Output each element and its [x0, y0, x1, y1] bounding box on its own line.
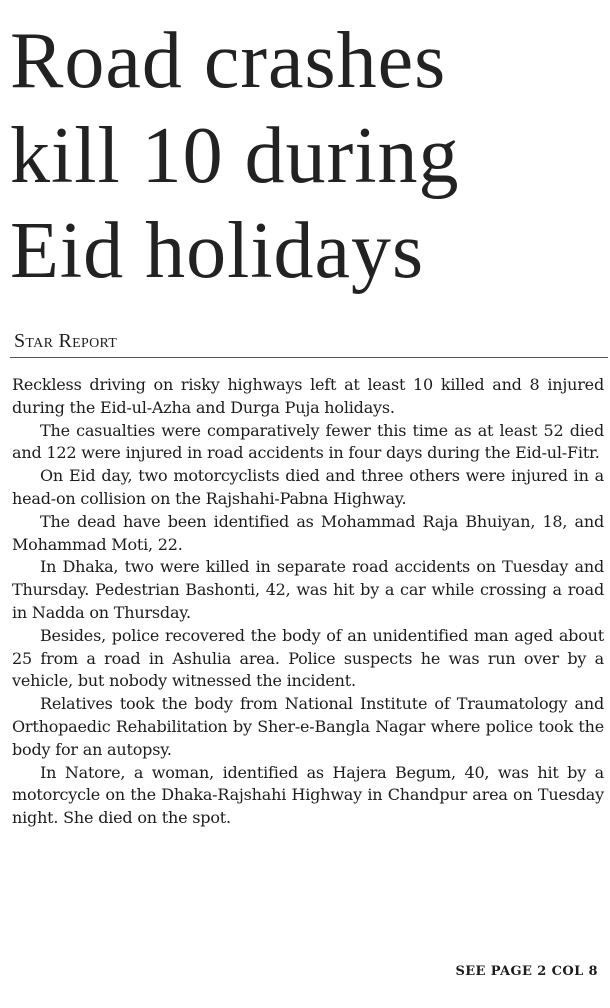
headline-line-3: Eid holidays [10, 207, 425, 295]
paragraph-2: The casualties were comparatively fewer this time as at least 52 died and 122 were injured in road accidents in four days during the Eid-ul-Fitr. [12, 420, 604, 463]
paragraph-8: In Natore, a woman, identified as Hajera Begum, 40, was hit by a motorcycle on the Dhaka-Rajshahi Highway in Chandpur area on Tuesday night. She died on the spot. [12, 762, 604, 828]
headline-line-1: Road crashes [10, 17, 447, 105]
paragraph-3: On Eid day, two motorcyclists died and three others were injured in a head-on collision on the Rajshahi-Pabna Highway. [12, 466, 604, 508]
headline-line-2: kill 10 during [10, 112, 460, 200]
continuation-jump-line: SEE PAGE 2 COL 8 [455, 964, 598, 979]
byline-divider [10, 357, 608, 358]
byline: Star Report [14, 330, 118, 352]
paragraph-4: The dead have been identified as Mohammad Raja Bhuiyan, 18, and Mohammad Moti, 22. [12, 511, 604, 554]
article-body [12, 374, 604, 830]
paragraph-6: Besides, police recovered the body of an unidentified man aged about 25 from a road in Ashulia area. Police suspects he was run over by a vehicle, but nobody witnessed the incident. [12, 625, 604, 691]
paragraph-5: In Dhaka, two were killed in separate road accidents on Tuesday and Thursday. Pedestrian Bashonti, 42, was hit by a car while crossing a road in Nadda on Thursday. [12, 557, 604, 622]
paragraph-7: Relatives took the body from National Institute of Traumatology and Orthopaedic Rehabilitation by Sher-e-Bangla Nagar where police took the body for an autopsy. [12, 694, 604, 759]
headline [10, 14, 606, 299]
paragraph-1: Reckless driving on risky highways left at least 10 killed and 8 injured during the Eid-ul-Azha and Durga Puja holidays. [12, 375, 604, 417]
